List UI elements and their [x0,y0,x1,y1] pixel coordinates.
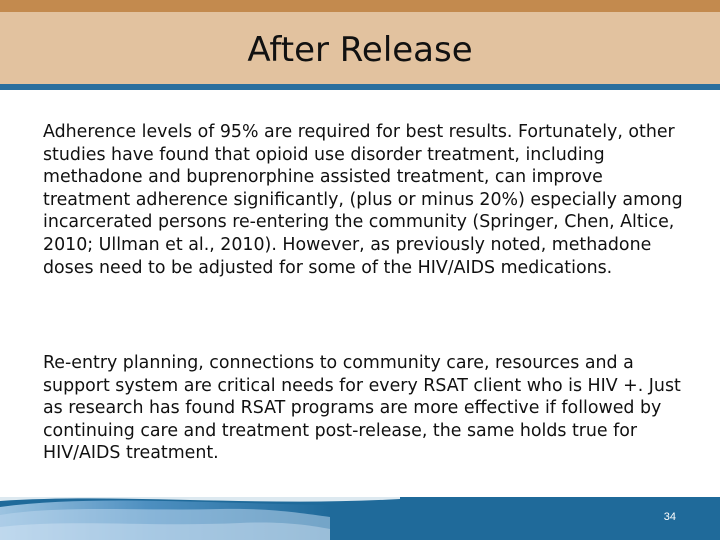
page-number: 34 [663,511,676,523]
body-paragraph-adherence: Adherence levels of 95% are required for best results. Fortunately, other studies have found that opioid use disorder treatment, including methadone and buprenorphine assisted treatment, can improve treatment adherence significantly, (plus or minus 20%) especially among incarcerated persons re-entering the community (Springer, Chen, Altice, 2010; Ullman et al., 2010). However, as previously noted, methadone doses need to be adjusted for some of the HIV/AIDS medications. [43,122,683,278]
footer-wave-graphic [0,497,720,540]
header-top-stripe [0,0,720,12]
title-divider-rule [0,84,720,90]
body-paragraph-reentry: Re-entry planning, connections to community care, resources and a support system are critical needs for every RSAT client who is HIV +. Just as research has found RSAT programs are more effective if followed by continuing care and treatment post-release, the same holds true for HIV/AIDS treatment. [43,353,681,464]
title-band [0,12,720,84]
footer-band [0,497,720,540]
slide-title: After Release [247,30,473,70]
